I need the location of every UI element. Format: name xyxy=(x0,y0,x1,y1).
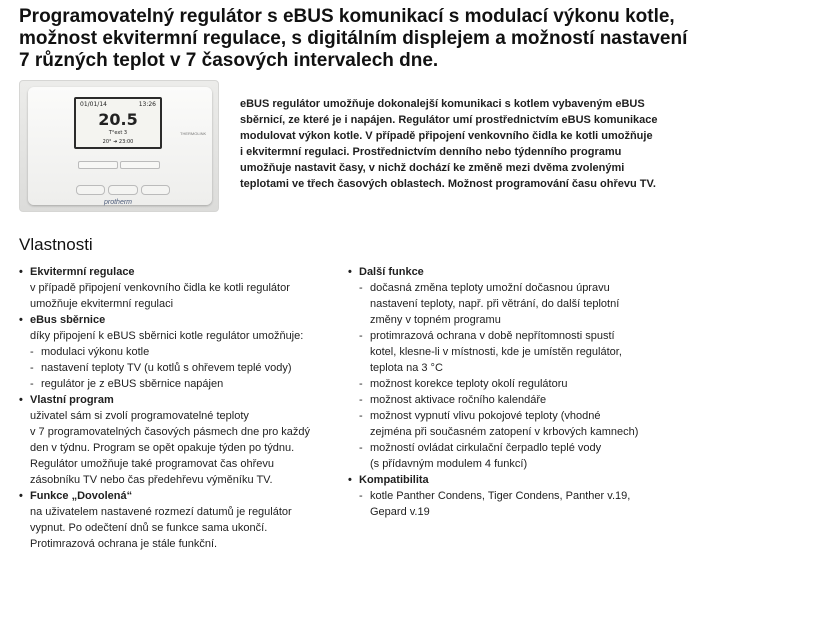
feature-dash-item: - protimrazová ochrana v době nepřítomnosti spustí xyxy=(348,328,678,344)
page-title xyxy=(19,6,688,72)
feature-text: Protimrazová ochrana je stále funkční. xyxy=(30,538,218,550)
lcd-temperature: 20.5 xyxy=(98,110,138,129)
thermostat-device xyxy=(28,87,212,205)
device-keypad xyxy=(76,185,170,195)
feature-dash-item: - dočasná změna teploty umožní dočasnou úpravu xyxy=(348,280,678,296)
feature-text: Regulátor umožňuje také programovat čas ohřevu xyxy=(30,458,274,470)
feature-dash-item: - možnost korekce teploty okolí regulátoru xyxy=(348,376,678,392)
softkey-right xyxy=(120,161,160,169)
feature-text: umožňuje ekvitermní regulaci xyxy=(30,298,174,310)
feature-dash-item: - kotle Panther Condens, Tiger Condens, Panther v.19, xyxy=(348,488,678,504)
title-line: 7 různých teplot v 7 časových intervalech dne. xyxy=(19,50,439,71)
key-plus xyxy=(141,185,170,195)
feature-dash-item: - možností ovládat cirkulační čerpadlo teplé vody xyxy=(348,440,678,456)
feature-text: v 7 programovatelných časových pásmech dne pro každý xyxy=(30,426,311,438)
feature-text: uživatel sám si zvolí programovatelné teploty xyxy=(30,410,249,422)
feature-heading: • eBus sběrnice xyxy=(19,312,339,328)
feature-dash-continuation: změny v topném programu xyxy=(370,314,501,326)
feature-dash-item: - modulaci výkonu kotle xyxy=(19,344,339,360)
intro-line: teplotami ve třech časových oblastech. Možnost programování času ohřevu TV. xyxy=(240,178,656,190)
title-line: možnost ekvitermní regulace, s digitálním displejem a možností nastavení xyxy=(19,28,688,49)
feature-text: v případě připojení venkovního čidla ke kotli regulátor xyxy=(30,282,290,294)
feature-heading: • Kompatibilita xyxy=(348,472,678,488)
feature-dash-continuation: Gepard v.19 xyxy=(370,506,430,518)
feature-dash-continuation: kotel, klesne-li v místnosti, kde je umístěn regulátor, xyxy=(370,346,622,358)
feature-dash-item: - nastavení teploty TV (u kotlů s ohřevem teplé vody) xyxy=(19,360,339,376)
feature-text: zásobníku TV nebo čas předehřevu výměníku TV. xyxy=(30,474,273,486)
feature-text: díky připojení k eBUS sběrnici kotle regulátor umožňuje: xyxy=(30,330,304,342)
feature-heading: • Funkce „Dovolená“ xyxy=(19,488,339,504)
feature-dash-item: - regulátor je z eBUS sběrnice napájen xyxy=(19,376,339,392)
lcd-date: 01/01/14 xyxy=(80,101,107,108)
lcd-outdoor: T°ext 3 xyxy=(108,130,128,136)
brand-tag: THERMOLINK xyxy=(180,131,207,136)
feature-heading: • Další funkce xyxy=(348,264,678,280)
feature-heading: • Vlastní program xyxy=(19,392,339,408)
feature-heading: • Ekvitermní regulace xyxy=(19,264,339,280)
intro-line: sběrnicí, ze které je i napájen. Regulátor umí prostřednictvím eBUS komunikace xyxy=(240,114,658,126)
softkey-left xyxy=(78,161,118,169)
key-ok xyxy=(108,185,137,195)
key-minus xyxy=(76,185,105,195)
feature-text: na uživatelem nastavené rozmezí datumů je regulátor xyxy=(30,506,292,518)
feature-dash-continuation: nastavení teploty, např. při větrání, do další teplotní xyxy=(370,298,620,310)
feature-dash-item: - možnost aktivace ročního kalendáře xyxy=(348,392,678,408)
feature-text: den v týdnu. Program se opět opakuje týden po týdnu. xyxy=(30,442,295,454)
intro-line: umožňuje nastavit časy, v nichž dochází ke změně mezi dvěma zvolenými xyxy=(240,162,625,174)
feature-dash-continuation: (s přídavným modulem 4 funkcí) xyxy=(370,458,528,470)
title-line: Programovatelný regulátor s eBUS komunikací s modulací výkonu kotle, xyxy=(19,6,675,27)
intro-line: eBUS regulátor umožňuje dokonalejší komunikaci s kotlem vybaveným eBUS xyxy=(240,98,645,110)
lcd-time: 13:26 xyxy=(138,101,156,108)
lcd-display xyxy=(74,97,162,149)
product-photo xyxy=(19,80,219,212)
features-right-column xyxy=(348,264,678,520)
feature-text: vypnut. Po odečtení dnů se funkce sama ukončí. xyxy=(30,522,268,534)
brand-logo: protherm xyxy=(104,199,133,206)
intro-line: modulovat výkon kotle. V případě připojení venkovního čidla ke kotli umožňuje xyxy=(240,130,653,142)
feature-dash-continuation: zejména při současném zatopení v krbových kamnech) xyxy=(370,426,639,438)
feature-dash-continuation: teplota na 3 °C xyxy=(370,362,443,374)
device-softkeys xyxy=(78,161,160,169)
section-title: Vlastnosti xyxy=(19,235,93,254)
features-left-column xyxy=(19,264,339,552)
intro-paragraph xyxy=(240,96,660,192)
intro-line: i ekvitermní regulaci. Prostřednictvím denního nebo týdenního programu xyxy=(240,146,622,158)
lcd-schedule: 20° ➜ 23:00 xyxy=(102,139,134,145)
feature-dash-item: - možnost vypnutí vlivu pokojové teploty (vhodné xyxy=(348,408,678,424)
